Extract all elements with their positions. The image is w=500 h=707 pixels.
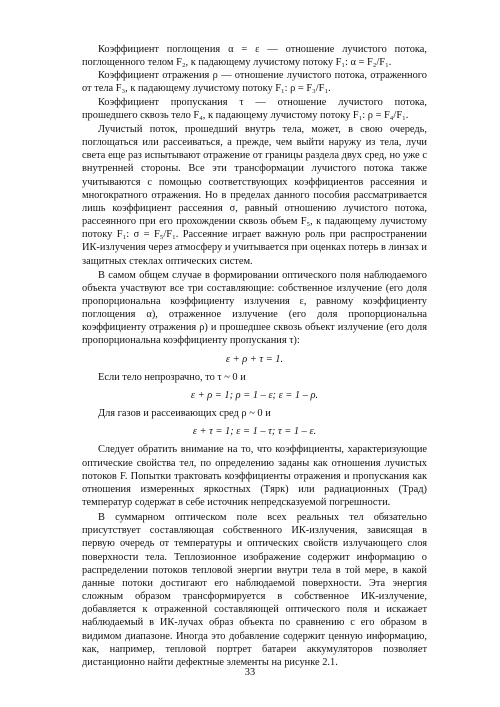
- body-text: [82, 43, 427, 669]
- paragraph-summary: В суммарном оптическом поле всех реальных тел обязательно присутствует составляющая собственного ИК-излучения, зависящая в первую очередь от температуры и оптических свойств излучающего слоя поверхности тела. Теплозионное изображение содержит информацию о распределении потоков тепловой энергии внутри тела в той мере, в какой данные потоки достигают его наблюдаемой поверхности. Эта энергия сложным образом трансформируется в собственное ИК-излучение, добавляется к отраженной составляющей оптического поля и искажает наблюдаемый в ИК-лучах образ объекта по сравнению с его образом в видимом диапазоне. Иногда это добавление содержит ценную информацию, как, например, тепловой портрет батареи аккумуляторов позволяет дистанционно найти дефектные элементы на рисунке 2.1.: [82, 512, 427, 668]
- formula-energy-balance: ε + ρ + τ = 1.: [225, 353, 284, 365]
- paragraph-absorption: Коэффициент поглощения α = ε — отношение лучистого потока, поглощенного телом F₂, к падающему лучистому потоку F₁: α = F₂/F₁.: [82, 44, 427, 69]
- paragraph-transmission: Коэффициент пропускания τ — отношение лучистого потока, прошедшего сквозь тело F₄, к падающему лучистому потоку F₁: ρ = F₄/F₁.: [82, 96, 427, 121]
- formula-opaque: ε + ρ = 1; ρ = 1 – ε; ε = 1 – ρ.: [190, 389, 319, 401]
- paragraph-gases: Для газов и рассеивающих сред ρ ~ 0 и: [98, 408, 271, 420]
- page-number: 33: [244, 667, 256, 678]
- paragraph-opaque: Если тело непрозрачно, то τ ~ 0 и: [98, 371, 246, 383]
- paragraph-note: Следует обратить внимание на то, что коэффициенты, характеризующие оптические свойства тел, по определению заданы как отношения лучистых потоков F. Попытки трактовать коэффициенты отражения и пропускания как отношения измеренных яркостных (Tярк) или радиационных (Tрад) температур содержат в себе источник непредсказуемой погрешности.: [82, 444, 427, 508]
- paragraph-scattering: Лучистый поток, прошедший внутрь тела, может, в свою очередь, поглощаться или рассеиваться, а прежде, чем выйти наружу из тела, лучи света еще раз испытывают отражение от границы раздела двух сред, но уже с внутренней стороны. Все эти трансформации лучистого потока также учитываются с помощью соответствующих коэффициентов рассеяния и многократного отражения. Но в пределах данного пособия рассматривается лишь коэффициент рассеяния σ, равный отношению лучистого потока, рассеянного при его прохождении сквозь объем F₅, к падающему лучистому потоку F₁: σ = F₅/F₁. Рассеяние играет важную роль при распространении ИК-излучения через атмосферу и учитывается при оценках потерь в линзах и защитных стеклах оптических систем.: [82, 123, 427, 267]
- paragraph-reflection: Коэффициент отражения ρ — отношение лучистого потока, отраженного от тела F₃, к падающему лучистому потоку F₁: ρ = F₃/F₁.: [82, 70, 427, 95]
- paragraph-optical-field: В самом общем случае в формировании оптического поля наблюдаемого объекта участвуют все три составляющие: собственное излучение (его доля пропорциональна коэффициенту излучения ε, равному коэффициенту поглощения α), отраженное излучение (его доля пропорциональна коэффициенту отражения ρ) и прошедшее сквозь объект излучение (его доля пропорциональна коэффициенту пропускания τ):: [82, 269, 427, 347]
- formula-gases: ε + τ = 1; ε = 1 – τ; τ = 1 – ε.: [192, 426, 317, 438]
